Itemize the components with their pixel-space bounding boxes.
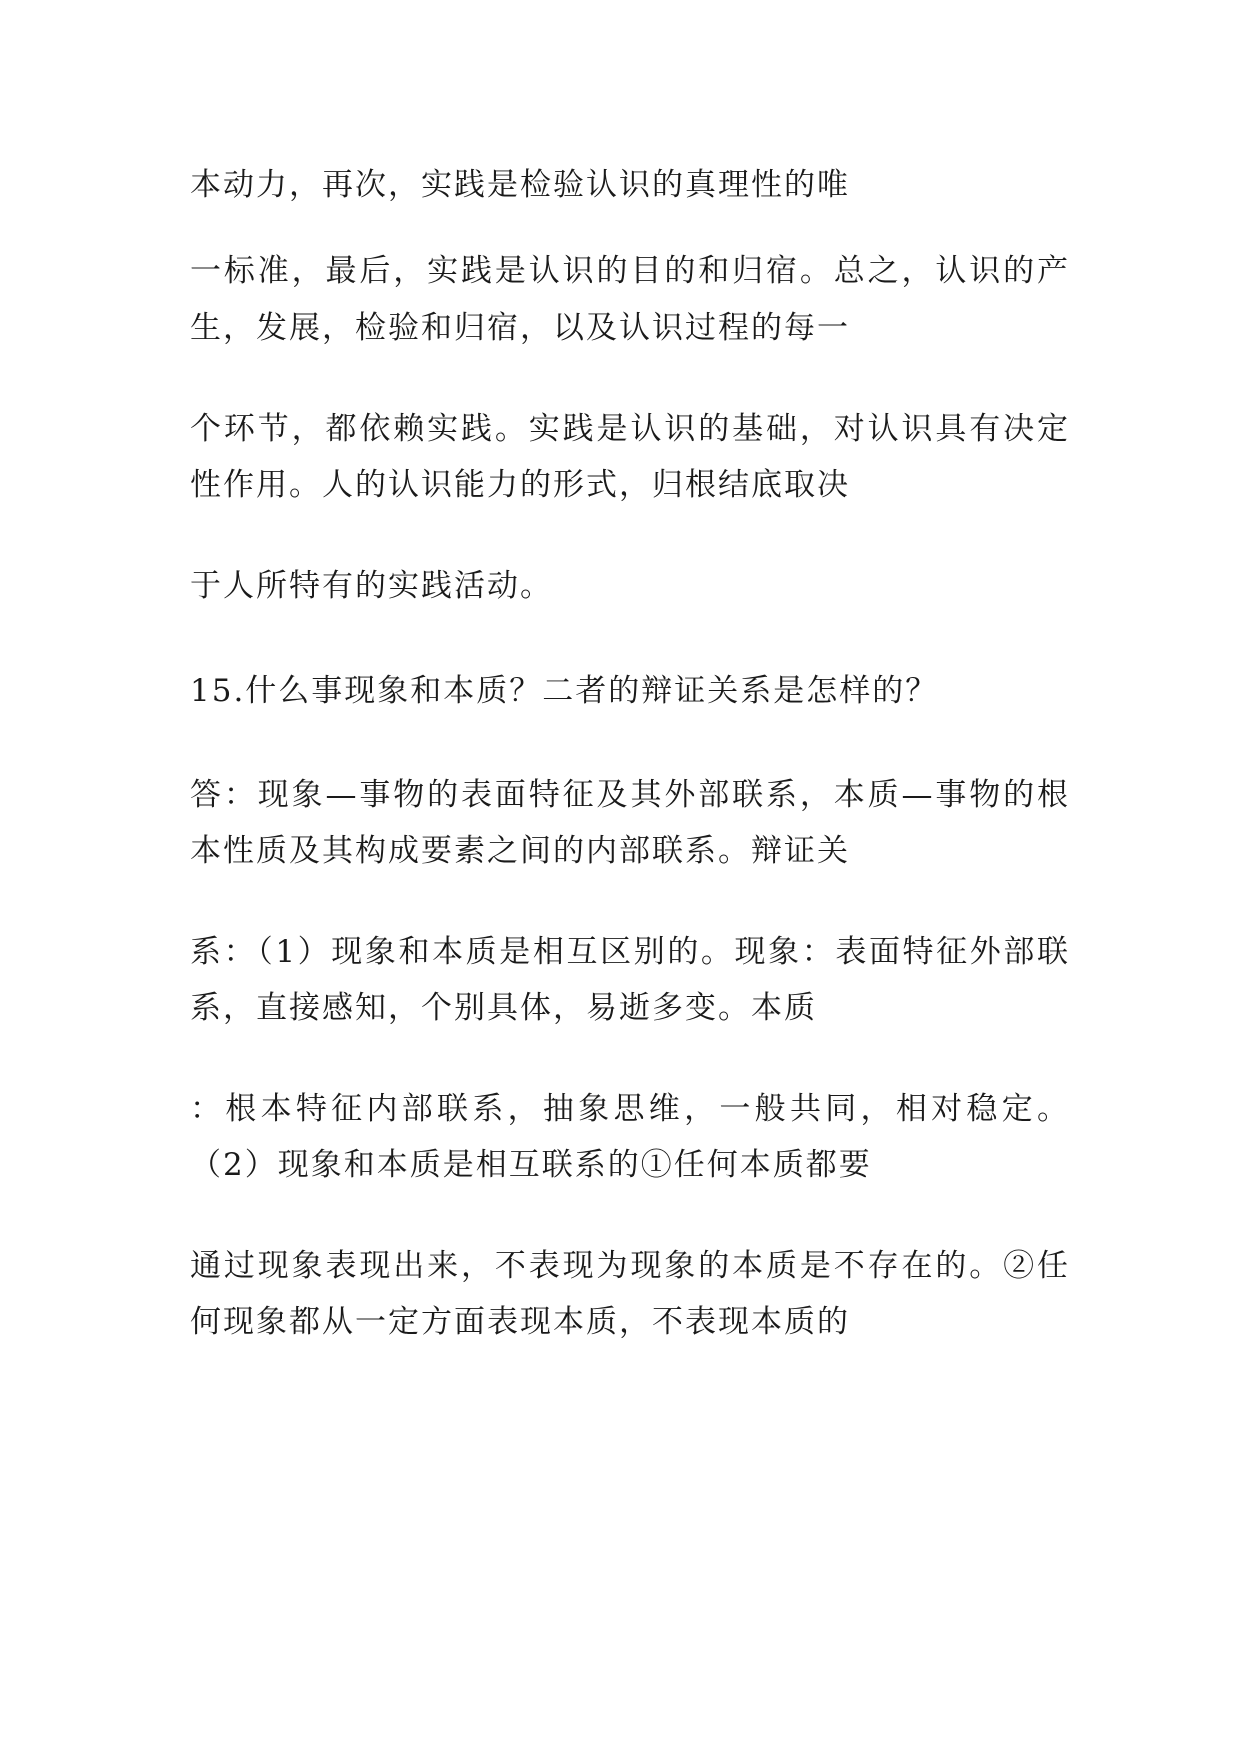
text-line: 本动力，再次，实践是检验认识的真理性的唯: [190, 167, 850, 203]
text-line: 答：现象—事物的表面特征及其外部联系，本质—事物的根: [190, 777, 1070, 813]
text-line: 通过现象表现出来，不表现为现象的本质是不存在的。②任: [190, 1248, 1070, 1284]
text-line: 性作用。人的认识能力的形式，归根结底取决: [190, 467, 850, 503]
text-line: 系，直接感知，个别具体，易逝多变。本质: [190, 990, 817, 1026]
text-line: ：根本特征内部联系，抽象思维，一般共同，相对稳定。: [190, 1091, 1070, 1127]
section-heading: 15.什么事现象和本质？二者的辩证关系是怎样的？: [190, 673, 939, 709]
text-line: 系：（1）现象和本质是相互区别的。现象：表面特征外部联: [190, 934, 1070, 970]
text-line: 于人所特有的实践活动。: [190, 568, 553, 604]
text-line: 何现象都从一定方面表现本质，不表现本质的: [190, 1304, 850, 1340]
text-line: 个环节，都依赖实践。实践是认识的基础，对认识具有决定: [190, 411, 1070, 447]
text-line: 生，发展，检验和归宿，以及认识过程的每一: [190, 310, 850, 346]
text-line: 本性质及其构成要素之间的内部联系。辩证关: [190, 833, 850, 869]
text-line: （2）现象和本质是相互联系的①任何本质都要: [190, 1147, 872, 1183]
text-line: 一标准，最后，实践是认识的目的和归宿。总之，认识的产: [190, 253, 1070, 289]
